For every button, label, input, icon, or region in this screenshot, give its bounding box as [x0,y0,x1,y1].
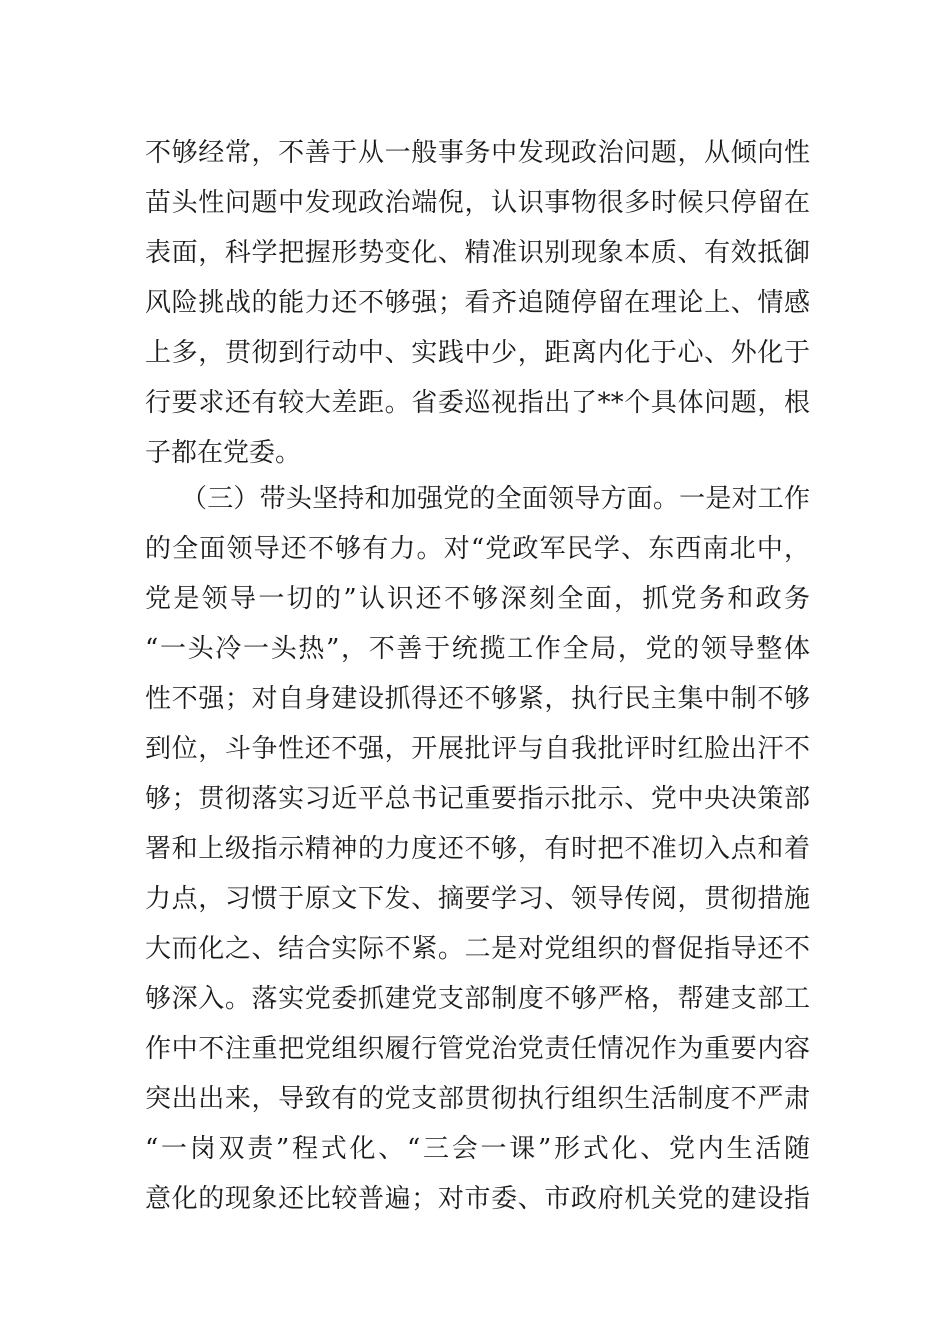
text-line: 党是领导一切的”认识还不够深刻全面，抓党务和政务 [145,584,810,614]
text-line: 苗头性问题中发现政治端倪，认识事物很多时候只停留在 [145,188,810,218]
text-line: 够深入。落实党委抓建党支部制度不够严格，帮建支部工 [145,984,810,1014]
text-line: 子都在党委。 [145,438,302,468]
text-line: 上多，贯彻到行动中、实践中少，距离内化于心、外化于 [145,338,810,368]
paragraph-section-three [145,474,810,1224]
text-line: 作中不注重把党组织履行管党治党责任情况作为重要内容 [145,1034,810,1064]
text-line: 行要求还有较大差距。省委巡视指出了**个具体问题，根 [145,388,810,418]
text-line: 不够经常，不善于从一般事务中发现政治问题，从倾向性 [145,138,810,168]
text-line: 力点，习惯于原文下发、摘要学习、领导传阅，贯彻措施 [145,884,810,914]
text-line: 到位，斗争性还不强，开展批评与自我批评时红脸出汗不 [145,734,810,764]
text-line: 署和上级指示精神的力度还不够，有时把不准切入点和着 [145,834,810,864]
text-line: 表面，科学把握形势变化、精准识别现象本质、有效抵御 [145,238,810,268]
text-line: “一头冷一头热”，不善于统揽工作全局，党的领导整体 [145,634,810,664]
text-line: 突出出来，导致有的党支部贯彻执行组织生活制度不严肃 [145,1084,810,1114]
text-line: 大而化之、结合实际不紧。二是对党组织的督促指导还不 [145,934,810,964]
text-line: “一岗双责”程式化、“三会一课”形式化、党内生活随 [145,1134,810,1164]
text-line: 够；贯彻落实习近平总书记重要指示批示、党中央决策部 [145,784,810,814]
text-line: 性不强；对自身建设抓得还不够紧，执行民主集中制不够 [145,684,810,714]
paragraph-continuation [145,128,810,478]
section-heading-line: （三）带头坚持和加强党的全面领导方面。一是对工作 [181,484,810,514]
text-line: 风险挑战的能力还不够强；看齐追随停留在理论上、情感 [145,288,810,318]
text-line: 意化的现象还比较普遍；对市委、市政府机关党的建设指 [145,1184,810,1214]
text-line: 的全面领导还不够有力。对“党政军民学、东西南北中， [145,534,810,564]
